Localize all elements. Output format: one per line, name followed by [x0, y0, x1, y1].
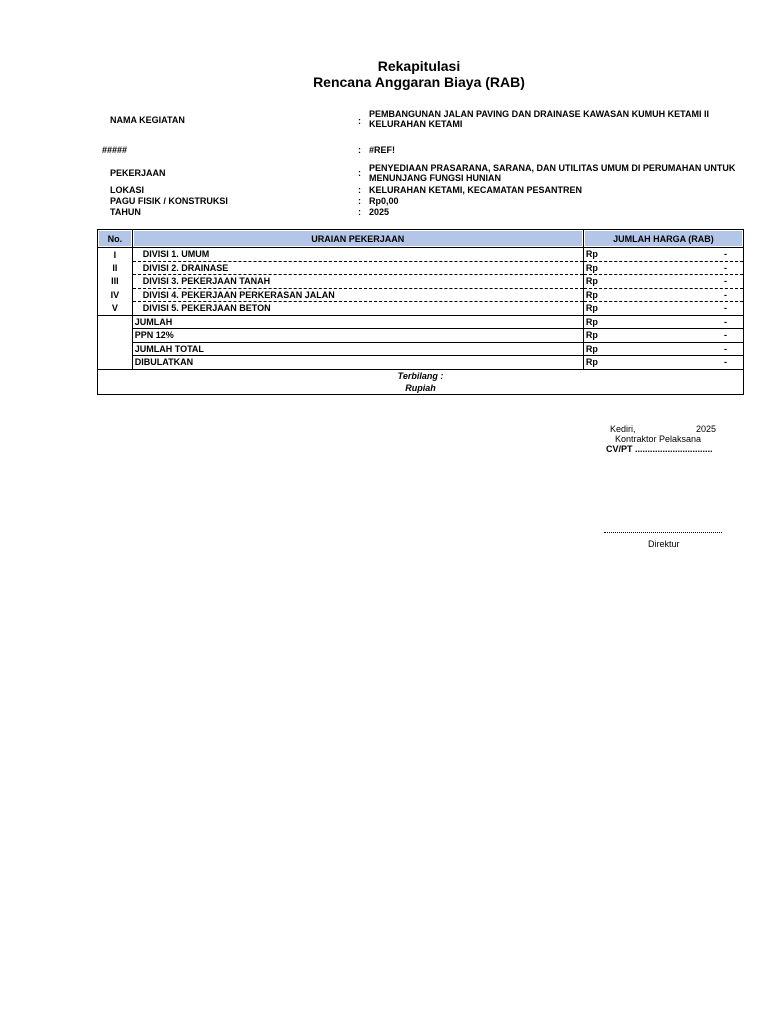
row-no: II	[98, 261, 133, 275]
currency: Rp	[585, 357, 598, 368]
ref-value: #REF!	[369, 145, 396, 155]
row-value: -	[724, 289, 727, 300]
doc-title: Rekapitulasi	[377, 58, 461, 74]
table-row	[98, 248, 744, 262]
summary-label: PPN 12%	[132, 329, 583, 343]
colon: :	[358, 185, 361, 195]
summary-row-ppn	[98, 329, 744, 343]
nama-kegiatan-label: NAMA KEGIATAN	[110, 115, 185, 125]
header-jumlah: JUMLAH HARGA (RAB)	[583, 230, 743, 248]
sign-year: 2025	[696, 424, 717, 434]
summary-label: DIBULATKAN	[132, 356, 583, 370]
pagu-value: Rp0,00	[369, 196, 399, 206]
summary-label: JUMLAH TOTAL	[132, 342, 583, 356]
currency: Rp	[585, 262, 598, 273]
row-no: III	[98, 275, 133, 289]
currency: Rp	[585, 343, 598, 354]
ref-label: #####	[102, 145, 128, 155]
table-header	[98, 230, 744, 248]
currency: Rp	[585, 276, 598, 287]
summary-row-total	[98, 342, 744, 356]
tahun-value: 2025	[369, 207, 390, 217]
terbilang-row	[98, 369, 744, 394]
sign-position: Direktur	[648, 539, 680, 549]
summary-row-dibulatkan	[98, 356, 744, 370]
sign-company: CV/PT ...............................	[606, 444, 713, 454]
signature-line	[604, 532, 722, 533]
row-no: IV	[98, 288, 133, 302]
doc-subtitle: Rencana Anggaran Biaya (RAB)	[313, 74, 525, 90]
row-value: -	[724, 262, 727, 273]
row-no: I	[98, 248, 133, 262]
row-no: V	[98, 302, 133, 316]
header-no: No.	[98, 230, 133, 248]
summary-value: -	[724, 330, 727, 341]
colon: :	[358, 116, 361, 126]
currency: Rp	[585, 316, 598, 327]
summary-row-jumlah	[98, 315, 744, 329]
summary-label: JUMLAH	[132, 315, 583, 329]
summary-value: -	[724, 343, 727, 354]
currency: Rp	[585, 303, 598, 314]
colon: :	[358, 145, 361, 155]
sign-place: Kediri,	[610, 424, 636, 434]
row-value: -	[724, 303, 727, 314]
tahun-label: TAHUN	[110, 207, 141, 217]
rab-table	[97, 229, 744, 395]
currency: Rp	[585, 249, 598, 260]
nama-kegiatan-value: PEMBANGUNAN JALAN PAVING DAN DRAINASE KAWASAN KUMUH KETAMI II KELURAHAN KETAMI	[369, 109, 710, 129]
row-uraian: DIVISI 1. UMUM	[132, 248, 583, 262]
pekerjaan-label: PEKERJAAN	[110, 168, 166, 178]
pekerjaan-value: PENYEDIAAN PRASARANA, SARANA, DAN UTILITAS UMUM DI PERUMAHAN UNTUK MENUNJANG FUNGSI HUNIAN	[369, 163, 736, 183]
row-value: -	[724, 276, 727, 287]
table-row	[98, 288, 744, 302]
table-row	[98, 261, 744, 275]
colon: :	[358, 196, 361, 206]
summary-value: -	[724, 357, 727, 368]
lokasi-label: LOKASI	[110, 185, 145, 195]
colon: :	[358, 207, 361, 217]
terbilang-value: Rupiah	[405, 382, 436, 393]
sign-role: Kontraktor Pelaksana	[615, 434, 702, 444]
lokasi-value: KELURAHAN KETAMI, KECAMATAN PESANTREN	[369, 185, 582, 195]
currency: Rp	[585, 330, 598, 341]
colon: :	[358, 168, 361, 178]
table-row	[98, 275, 744, 289]
row-uraian: DIVISI 3. PEKERJAAN TANAH	[132, 275, 583, 289]
row-value: -	[724, 249, 727, 260]
table-row	[98, 302, 744, 316]
terbilang-label: Terbilang :	[397, 370, 444, 381]
row-uraian: DIVISI 2. DRAINASE	[132, 261, 583, 275]
row-uraian: DIVISI 4. PEKERJAAN PERKERASAN JALAN	[132, 288, 583, 302]
pagu-label: PAGU FISIK / KONSTRUKSI	[110, 196, 228, 206]
header-uraian: URAIAN PEKERJAAN	[132, 230, 583, 248]
row-uraian: DIVISI 5. PEKERJAAN BETON	[132, 302, 583, 316]
summary-value: -	[724, 316, 727, 327]
currency: Rp	[585, 289, 598, 300]
